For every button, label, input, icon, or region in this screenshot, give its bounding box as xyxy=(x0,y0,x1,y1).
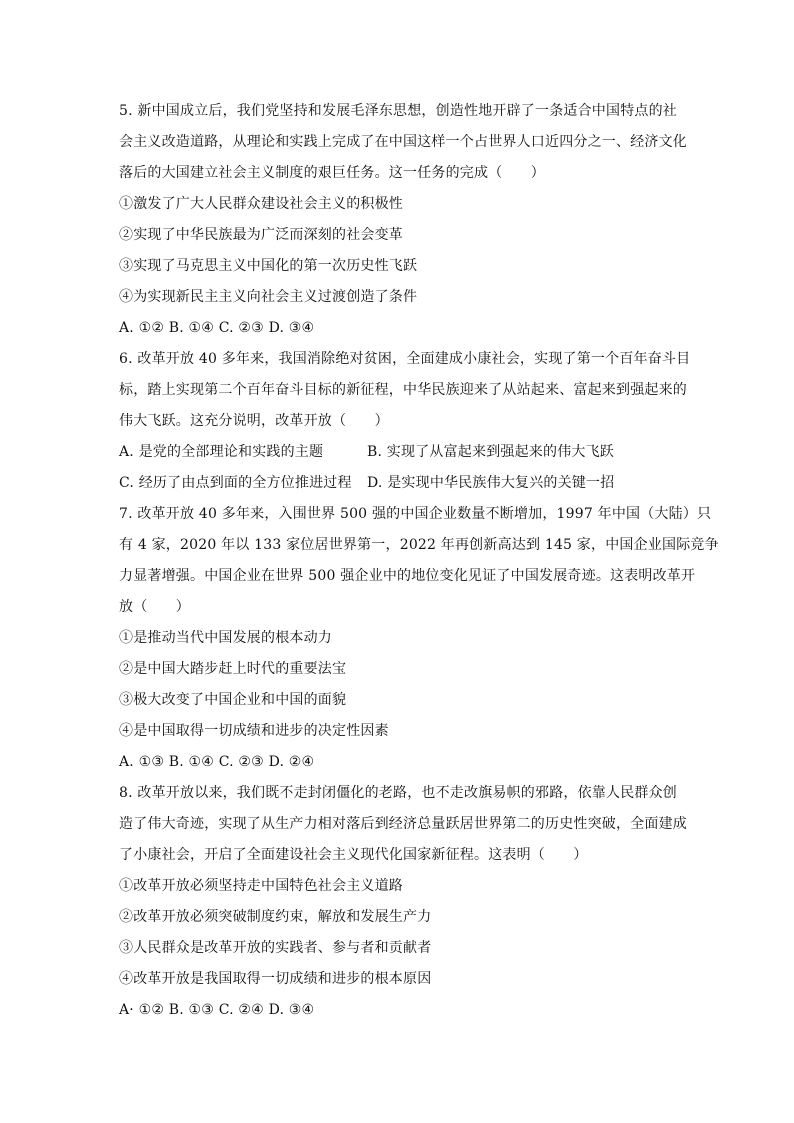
question-5 xyxy=(119,96,687,344)
statement-3: ③人民群众是改革开放的实践者、参与者和贡献者 xyxy=(119,940,432,956)
statement-2: ②是中国大踏步赶上时代的重要法宝 xyxy=(119,661,347,677)
options-row-cd xyxy=(119,468,679,499)
statement-1: ①激发了广大人民群众建设社会主义的积极性 xyxy=(119,196,403,212)
question-7 xyxy=(119,499,719,778)
statement-3: ③极大改变了中国企业和中国的面貌 xyxy=(119,692,347,708)
statement-4: ④为实现新民主主义向社会主义过渡创造了条件 xyxy=(119,289,418,305)
question-stem-line: 放（ ） xyxy=(119,599,190,615)
question-stem-line: 造了伟大奇迹，实现了从生产力相对落后到经济总量跃居世界第二的历史性突破，全面建成 xyxy=(119,816,687,832)
question-stem-line: 有 4 家，2020 年以 133 家位居世界第一，2022 年再创新高达到 145 家，中国企业国际竞争 xyxy=(119,537,719,553)
question-stem-line: 6. 改革开放 40 多年来，我国消除绝对贫困，全面建成小康社会，实现了第一个百年奋斗目 xyxy=(119,351,691,367)
question-stem-line: 了小康社会，开启了全面建设社会主义现代化国家新征程。这表明（ ） xyxy=(119,847,588,863)
question-stem-line: 7. 改革开放 40 多年来，入围世界 500 强的中国企业数量不断增加，1997 年中国（大陆）只 xyxy=(119,506,712,522)
answer-options: A· ①② B. ①③ C. ②④ D. ③④ xyxy=(119,1002,315,1018)
question-stem-line: 5. 新中国成立后，我们党坚持和发展毛泽东思想，创造性地开辟了一条适合中国特点的社 xyxy=(119,103,678,119)
question-stem-line: 标，踏上实现第二个百年奋斗目标的新征程，中华民族迎来了从站起来、富起来到强起来的 xyxy=(119,382,687,398)
option-d: D. 是实现中华民族伟大复兴的关键一招 xyxy=(367,475,615,491)
statement-4: ④改革开放是我国取得一切成绩和进步的根本原因 xyxy=(119,971,432,987)
option-c: C. 经历了由点到面的全方位推进过程 xyxy=(119,475,352,491)
statement-3: ③实现了马克思主义中国化的第一次历史性飞跃 xyxy=(119,258,418,274)
question-8 xyxy=(119,778,687,1026)
question-stem-line: 落后的大国建立社会主义制度的艰巨任务。这一任务的完成（ ） xyxy=(119,165,545,181)
option-b: B. 实现了从富起来到强起来的伟大飞跃 xyxy=(367,444,614,460)
question-stem-line: 8. 改革开放以来，我们既不走封闭僵化的老路，也不走改旗易帜的邪路，依靠人民群众创 xyxy=(119,785,678,801)
question-stem-line: 力显著增强。中国企业在世界 500 强企业中的地位变化见证了中国发展奇迹。这表明改革开 xyxy=(119,568,696,584)
option-a: A. 是党的全部理论和实践的主题 xyxy=(119,444,324,460)
statement-1: ①改革开放必须坚持走中国特色社会主义道路 xyxy=(119,878,403,894)
answer-options: A. ①② B. ①④ C. ②③ D. ③④ xyxy=(119,320,315,336)
question-6 xyxy=(119,344,691,499)
statement-2: ②改革开放必须突破制度约束，解放和发展生产力 xyxy=(119,909,432,925)
statement-4: ④是中国取得一切成绩和进步的决定性因素 xyxy=(119,723,389,739)
question-stem-line: 伟大飞跃。这充分说明，改革开放（ ） xyxy=(119,413,389,429)
statement-2: ②实现了中华民族最为广泛而深刻的社会变革 xyxy=(119,227,403,243)
question-stem-line: 会主义改造道路，从理论和实践上完成了在中国这样一个占世界人口近四分之一、经济文化 xyxy=(119,134,687,150)
options-row-ab xyxy=(119,437,679,468)
document-page xyxy=(119,96,719,1026)
answer-options: A. ①③ B. ①④ C. ②③ D. ②④ xyxy=(119,754,315,770)
statement-1: ①是推动当代中国发展的根本动力 xyxy=(119,630,332,646)
